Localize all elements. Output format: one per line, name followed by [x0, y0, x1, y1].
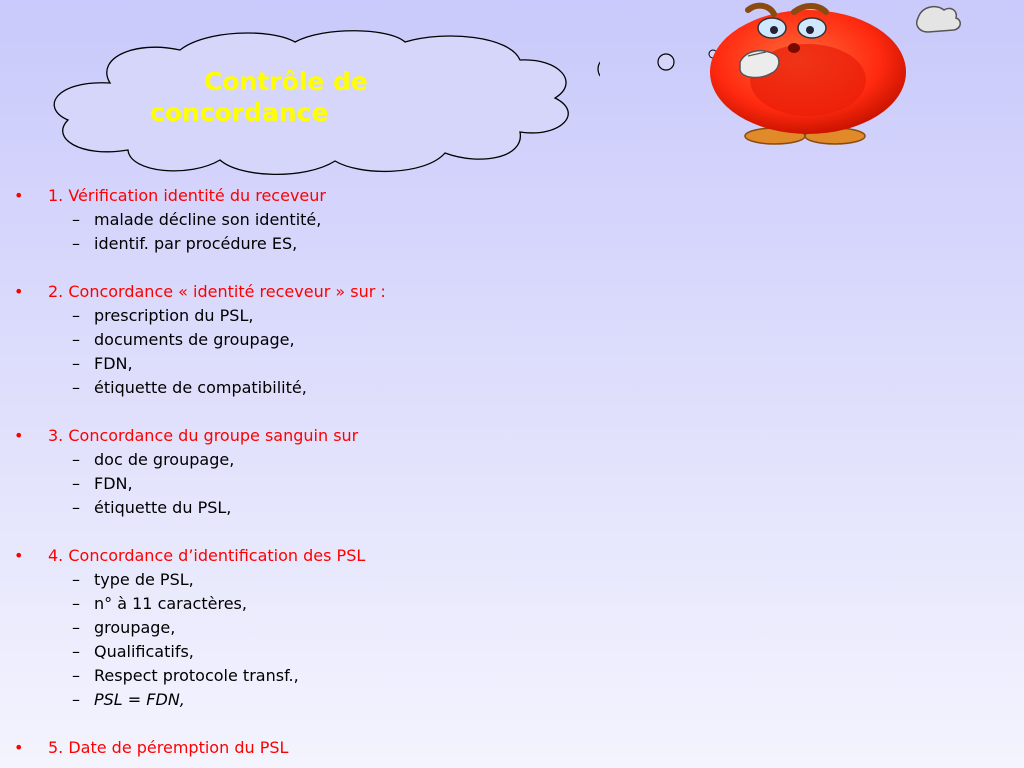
- list-item: [14, 232, 714, 256]
- thinking-blood-drop-icon: [700, 0, 1000, 160]
- dash-marker: –: [72, 642, 80, 661]
- item-text: doc de groupage,: [94, 450, 235, 469]
- dash-marker: –: [72, 690, 80, 709]
- item-text: identif. par procédure ES,: [94, 234, 298, 253]
- list-item: [14, 472, 714, 496]
- dash-marker: –: [72, 474, 80, 493]
- section-heading: [14, 544, 714, 568]
- list-item: [14, 592, 714, 616]
- dash-marker: –: [72, 354, 80, 373]
- dash-marker: –: [72, 570, 80, 589]
- thought-bubble-large: [598, 57, 600, 81]
- list-item: [14, 376, 714, 400]
- dash-marker: –: [72, 498, 80, 517]
- dash-marker: –: [72, 306, 80, 325]
- section-heading: [14, 424, 714, 448]
- list-item: [14, 304, 714, 328]
- bullet-marker: •: [14, 186, 24, 205]
- bullet-marker: •: [14, 282, 24, 301]
- item-text: prescription du PSL,: [94, 306, 254, 325]
- dash-marker: –: [72, 450, 80, 469]
- dash-marker: –: [72, 330, 80, 349]
- title-line-2: concordance: [150, 98, 329, 128]
- section-1: [14, 184, 714, 256]
- item-text: étiquette du PSL,: [94, 498, 232, 517]
- bullet-marker: •: [14, 426, 24, 445]
- dash-marker: –: [72, 234, 80, 253]
- left-eyebrow: [748, 6, 774, 14]
- list-item: [14, 328, 714, 352]
- item-text: FDN,: [94, 354, 133, 373]
- list-item: [14, 616, 714, 640]
- list-item: [14, 688, 714, 712]
- section-5: [14, 736, 714, 760]
- heading-text: 3. Concordance du groupe sanguin sur: [48, 426, 359, 445]
- dash-marker: –: [72, 666, 80, 685]
- item-text: n° à 11 caractères,: [94, 594, 247, 613]
- item-text: étiquette de compatibilité,: [94, 378, 307, 397]
- thought-bubble-medium: [658, 54, 674, 70]
- section-heading: [14, 184, 714, 208]
- right-pupil: [806, 26, 814, 34]
- raised-hand: [917, 7, 961, 32]
- list-item: [14, 664, 714, 688]
- section-heading: [14, 736, 714, 760]
- list-item: [14, 568, 714, 592]
- mouth: [788, 43, 800, 53]
- item-text: malade décline son identité,: [94, 210, 322, 229]
- dash-marker: –: [72, 378, 80, 397]
- left-pupil: [770, 26, 778, 34]
- dash-marker: –: [72, 618, 80, 637]
- section-3: [14, 424, 714, 520]
- bullet-marker: •: [14, 546, 24, 565]
- bullet-list: [14, 184, 714, 760]
- list-item: [14, 496, 714, 520]
- heading-text: 4. Concordance d’identification des PSL: [48, 546, 366, 565]
- title-line-1: Contrôle de: [204, 67, 368, 96]
- dash-marker: –: [72, 210, 80, 229]
- item-text: Respect protocole transf.,: [94, 666, 299, 685]
- item-text: FDN,: [94, 474, 133, 493]
- item-text: PSL = FDN,: [94, 690, 185, 709]
- item-text: type de PSL,: [94, 570, 194, 589]
- list-item: [14, 208, 714, 232]
- section-4: [14, 544, 714, 712]
- item-text: groupage,: [94, 618, 176, 637]
- heading-text: 1. Vérification identité du receveur: [48, 186, 326, 205]
- bullet-marker: •: [14, 738, 24, 757]
- item-text: Qualificatifs,: [94, 642, 194, 661]
- slide-title: [150, 66, 420, 129]
- heading-text: 5. Date de péremption du PSL: [48, 738, 289, 757]
- item-text: documents de groupage,: [94, 330, 295, 349]
- list-item: [14, 640, 714, 664]
- list-item: [14, 448, 714, 472]
- dash-marker: –: [72, 594, 80, 613]
- heading-text: 2. Concordance « identité receveur » sur :: [48, 282, 386, 301]
- section-heading: [14, 280, 714, 304]
- section-2: [14, 280, 714, 400]
- list-item: [14, 352, 714, 376]
